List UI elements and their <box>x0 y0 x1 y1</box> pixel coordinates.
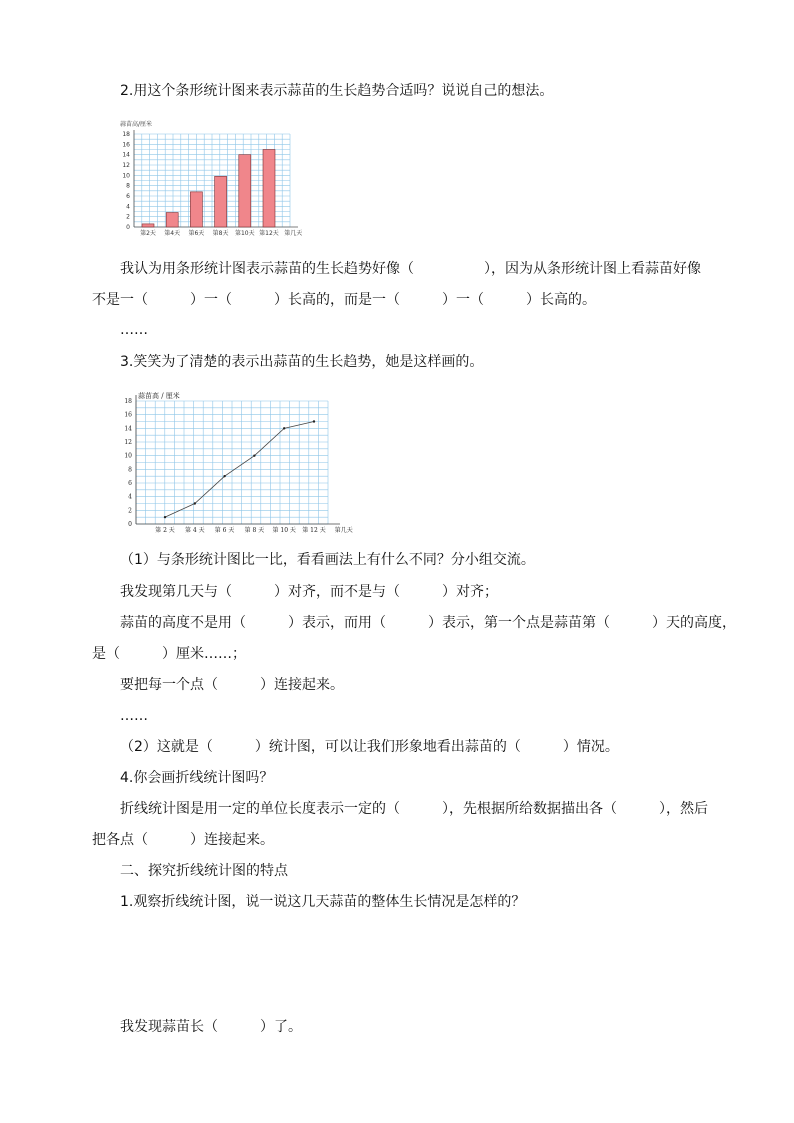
section-heading: 二、探究折线统计图的特点 <box>120 863 288 879</box>
question-4: 4.你会画折线统计图吗？ <box>120 770 274 786</box>
y-axis-label: 蒜苗高 / 厘米 <box>138 392 180 400</box>
y-tick-label: 6 <box>128 480 132 487</box>
x-tick-label: 第6天 <box>188 230 205 237</box>
definition-1: 折线统计图是用一定的单位长度表示一定的（ ），先根据所给数据描出各（ ），然后 <box>120 801 708 817</box>
y-tick-label: 14 <box>122 151 130 159</box>
finding-height-2: 是（ ）厘米……； <box>92 646 246 662</box>
question-2: 2.用这个条形统计图来表示蒜苗的生长趋势合适吗？说说自己的想法。 <box>120 83 554 99</box>
y-tick-label: 4 <box>128 493 132 501</box>
x-tick-label: 第几天 <box>334 527 353 534</box>
y-tick-label: 18 <box>122 131 130 138</box>
x-tick-label: 第12天 <box>259 230 279 237</box>
question-5: 1.观察折线统计图，说一说这几天蒜苗的整体生长情况是怎样的？ <box>120 894 526 910</box>
y-tick-label: 12 <box>122 162 130 169</box>
y-tick-label: 4 <box>126 203 130 211</box>
y-tick-label: 12 <box>124 439 132 446</box>
x-tick-label: 第 10 天 <box>272 527 296 534</box>
x-tick-label: 第8天 <box>212 230 229 237</box>
x-tick-label: 第 2 天 <box>155 527 175 534</box>
x-tick-label: 第 4 天 <box>184 527 205 534</box>
bar-2 <box>166 213 178 227</box>
finding-align: 我发现第几天与（ ）对齐，而不是与（ ）对齐； <box>120 584 498 600</box>
finding-height-1: 蒜苗的高度不是用（ ）表示，而用（ ）表示，第一个点是蒜苗第（ ）天的高度， <box>120 615 736 631</box>
definition-2: 把各点（ ）连接起来。 <box>92 832 274 848</box>
data-point-3 <box>223 475 225 477</box>
bar-1 <box>142 224 154 227</box>
x-tick-label: 第2天 <box>140 230 156 237</box>
paragraph-opinion-1: 我认为用条形统计图表示蒜苗的生长趋势好像（ ），因为从条形统计图上看蒜苗好像 <box>120 261 701 277</box>
x-tick-label: 第 8 天 <box>244 527 265 534</box>
data-point-4 <box>253 454 255 456</box>
paragraph-opinion-2: 不是一（ ）一（ ）长高的，而是一（ ）一（ ）长高的。 <box>92 292 596 308</box>
line-chart <box>118 388 363 538</box>
data-point-1 <box>164 516 166 518</box>
data-point-6 <box>313 420 315 422</box>
finding-connect: 要把每一个点（ ）连接起来。 <box>120 677 344 693</box>
ellipsis-1: …… <box>120 322 148 338</box>
y-tick-label: 16 <box>122 141 130 149</box>
bar-5 <box>239 155 251 227</box>
x-tick-label: 第几天 <box>284 230 303 237</box>
y-tick-label: 6 <box>126 193 130 200</box>
subquestion-2: （2）这就是（ ）统计图，可以让我们形象地看出蒜苗的（ ）情况。 <box>120 739 619 755</box>
finding-growth: 我发现蒜苗长（ ）了。 <box>120 1019 302 1035</box>
x-tick-label: 第 6 天 <box>214 527 235 534</box>
bar-6 <box>263 150 275 228</box>
y-tick-label: 8 <box>126 182 130 190</box>
y-axis-label: 蒜苗高/厘米 <box>120 121 153 128</box>
x-tick-label: 第4天 <box>164 230 181 237</box>
bar-chart <box>118 117 318 242</box>
bar-3 <box>190 192 202 227</box>
y-tick-label: 2 <box>128 507 132 515</box>
y-tick-label: 0 <box>126 224 130 231</box>
y-tick-label: 8 <box>128 466 132 474</box>
ellipsis-2: …… <box>120 708 148 724</box>
subquestion-1: （1）与条形统计图比一比，看看画法上有什么不同？分小组交流。 <box>120 552 535 568</box>
y-tick-label: 16 <box>124 411 132 419</box>
y-tick-label: 2 <box>126 213 130 221</box>
data-point-2 <box>194 502 196 504</box>
y-tick-label: 10 <box>124 452 132 460</box>
y-tick-label: 10 <box>122 172 130 180</box>
question-3: 3.笑笑为了清楚的表示出蒜苗的生长趋势，她是这样画的。 <box>120 354 484 370</box>
y-tick-label: 14 <box>124 425 132 433</box>
data-point-5 <box>283 427 285 429</box>
y-tick-label: 18 <box>124 398 132 405</box>
bar-4 <box>215 176 227 227</box>
x-tick-label: 第 12 天 <box>302 527 326 534</box>
x-tick-label: 第10天 <box>234 230 255 237</box>
y-tick-label: 0 <box>128 521 132 528</box>
